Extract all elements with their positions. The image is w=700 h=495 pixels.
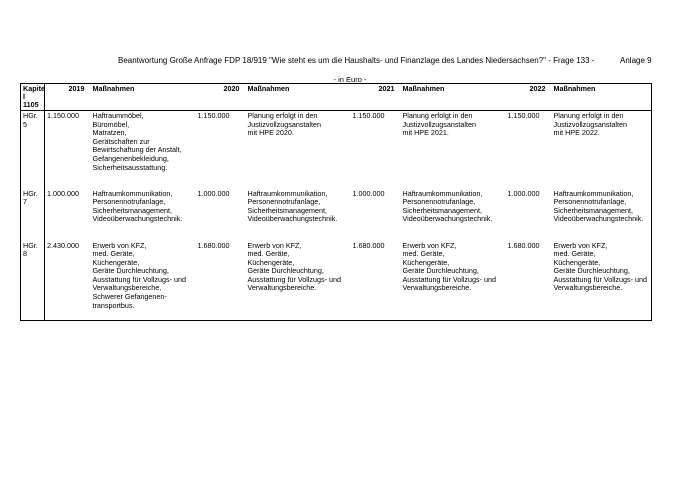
document-title: Beantwortung Große Anfrage FDP 18/919 "Wie steht es um die Haushalts- und Finanzlage des Landes Niedersachsen?" - Frage 133 - <box>118 56 595 65</box>
value-2021: 1.680.000 <box>351 241 401 321</box>
header-2022: 2022 <box>506 84 552 111</box>
value-2022: 1.000.000 <box>507 188 540 198</box>
header-kapitel: Kapite l 1105 <box>21 84 45 111</box>
header-measures-2022: Maßnahmen <box>552 84 652 111</box>
header-measures-2021: Maßnahmen <box>401 84 506 111</box>
header-measures-2019: Maßnahmen <box>91 84 196 111</box>
measures-2022: Erwerb von KFZ, med. Geräte, Küchengeräte, Geräte Durchleuchtung, Ausstattung für Vollzugs- und Verwaltungsbereiche. <box>552 241 652 321</box>
value-2021: 1.150.000 <box>352 111 385 120</box>
measures-2019: Haftraummöbel, Büromöbel, Matratzen, Gerätschaften zur Bewirtschaftung der Anstalt, Gefangenenbekleidung, Sicherheitsausstattung. <box>92 111 182 172</box>
measures-2022: Planung erfolgt in den Justizvollzugsanstalten mit HPE 2022. <box>552 111 652 189</box>
table-row <box>21 189 652 241</box>
table-header-row <box>21 84 652 111</box>
table-row <box>21 111 652 189</box>
measures-2019: Erwerb von KFZ, med. Geräte, Küchengeräte, Geräte Durchleuchtung, Ausstattung für Vollzugs- und Verwaltungsbereiche, Schwerer Gefangenen- transportbus. <box>91 241 196 321</box>
measures-2021: Haftraumkommunikation, Personennotrufanlage, Sicherheitsmanagement, Videoüberwachungstechnik. <box>402 188 493 224</box>
value-2020: 1.150.000 <box>197 111 230 120</box>
annex-label: Anlage 9 <box>620 56 652 65</box>
value-2019: 1.000.000 <box>47 188 79 198</box>
row-group: HGr. 5 <box>21 111 45 189</box>
value-2021: 1.000.000 <box>352 188 385 198</box>
measures-2022: Haftraumkommunikation, Personennotrufanlage, Sicherheitsmanagement, Videoüberwachungstechnik. <box>552 189 652 241</box>
value-2019: 2.430.000 <box>45 241 91 321</box>
measures-2020: Haftraumkommunikation, Personennotrufanlage, Sicherheitsmanagement, Videoüberwachungstechnik. <box>247 188 338 224</box>
header-2021: 2021 <box>351 84 401 111</box>
value-2019: 1.150.000 <box>47 111 79 120</box>
measures-2021: Planung erfolgt in den Justizvollzugsanstalten mit HPE 2021. <box>402 111 477 138</box>
header-2020: 2020 <box>196 84 246 111</box>
measures-2021: Erwerb von KFZ, med. Geräte, Küchengeräte, Geräte Durchleuchtung, Ausstattung für Vollzugs- und Verwaltungsbereiche. <box>401 241 506 321</box>
header-2019: 2019 <box>45 84 91 111</box>
measures-2020: Erwerb von KFZ, med. Geräte, Küchengeräte, Geräte Durchleuchtung, Ausstattung für Vollzugs- und Verwaltungsbereiche. <box>246 241 351 321</box>
value-2022: 1.150.000 <box>507 111 540 120</box>
value-2022: 1.680.000 <box>506 241 552 321</box>
measures-2019: Haftraumkommunikation, Personennotrufanlage, Sicherheitsmanagement, Videoüberwachungstechnik. <box>92 188 183 224</box>
header-measures-2020: Maßnahmen <box>246 84 351 111</box>
value-2020: 1.680.000 <box>196 241 246 321</box>
unit-label: - in Euro - <box>333 75 367 84</box>
row-group: HGr. 7 <box>21 189 45 241</box>
table-row <box>21 241 652 321</box>
budget-table <box>20 83 652 321</box>
value-2020: 1.000.000 <box>197 188 230 198</box>
row-group: HGr. 8 <box>21 241 45 321</box>
measures-2020: Planung erfolgt in den Justizvollzugsanstalten mit HPE 2020. <box>247 111 322 138</box>
